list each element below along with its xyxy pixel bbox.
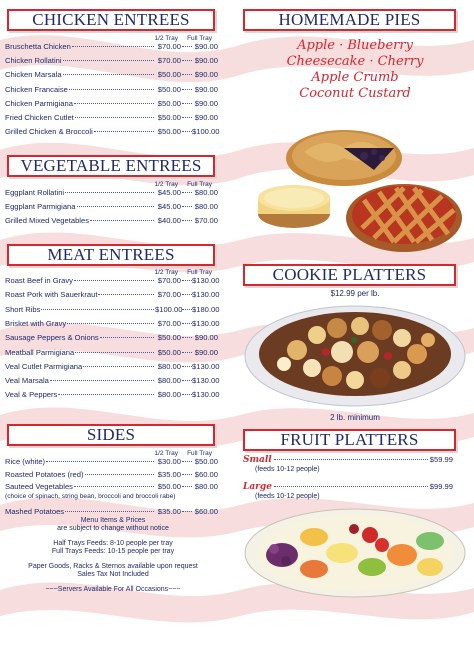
menu-item-row <box>5 305 218 317</box>
full-tray-price: $90.00 <box>194 70 218 80</box>
half-tray-price: $30.00 <box>157 457 181 466</box>
full-tray-price: $180.00 <box>192 304 220 314</box>
half-tray-price: $35.00 <box>157 506 181 516</box>
dot-leader <box>182 131 192 132</box>
menu-item-name: Mashed Potatoes <box>5 506 65 516</box>
right-column <box>236 0 474 652</box>
menu-item-row <box>5 276 218 288</box>
dot-leader <box>69 89 154 90</box>
dot-leader <box>182 352 192 353</box>
dot-leader <box>182 337 192 338</box>
fruit-platter-photo <box>242 505 468 601</box>
homemade-pies-title: HOMEMADE PIES <box>278 10 421 29</box>
half-tray-price: $40.00 <box>157 216 181 226</box>
full-tray-price: $130.00 <box>192 376 220 386</box>
fruit-large-feeds: (feeds 10-12 people) <box>255 493 320 500</box>
pies-line-1: Apple · Blueberry <box>297 38 413 53</box>
menu-item-name: Short Ribs <box>5 304 41 314</box>
fruit-large-price: $99.99 <box>429 482 453 491</box>
menu-item-row <box>5 42 218 54</box>
half-tray-price: $80.00 <box>157 361 181 371</box>
menu-item-name: Grilled Mixed Vegetables <box>5 216 89 226</box>
half-tray-price: $70.00 <box>157 318 181 328</box>
full-tray-price: $130.00 <box>192 318 220 328</box>
notes-line-1: Menu Items & Prices <box>80 517 146 524</box>
pies-photo <box>244 118 474 256</box>
half-tray-header: 1/2 Tray <box>154 269 178 276</box>
chicken-column-headers <box>144 35 212 42</box>
menu-item-name: Chicken Parmigiana <box>5 98 73 108</box>
notes-line-2: are subject to change without notice <box>57 525 169 532</box>
chicken-entrees-header <box>7 9 215 31</box>
homemade-pies-header <box>243 9 456 31</box>
dot-leader <box>75 117 154 118</box>
menu-item-name: Roasted Potatoes (red) <box>5 469 84 479</box>
menu-item-name: Roast Pork with Sauerkraut <box>5 290 98 300</box>
pies-line-3: Apple Crumb <box>311 70 399 85</box>
menu-item-row <box>5 70 218 82</box>
menu-item-name: Eggplant Rollatini <box>5 188 65 197</box>
cookie-platters-header <box>243 264 456 286</box>
half-tray-price: $70.00 <box>157 56 181 66</box>
fruit-platters-header <box>243 429 456 451</box>
menu-item-name: Roast Beef in Gravy <box>5 276 73 285</box>
dot-leader <box>65 192 154 193</box>
pies-flavor-list <box>236 38 474 102</box>
dot-leader <box>182 46 192 47</box>
menu-item-name: Rice (white) <box>5 457 46 466</box>
menu-item-row <box>5 202 218 214</box>
menu-item-row <box>5 482 218 501</box>
fruit-platters-title: FRUIT PLATTERS <box>280 430 419 449</box>
half-tray-header: 1/2 Tray <box>154 35 178 42</box>
cookie-price: $12.99 per lb. <box>330 289 380 298</box>
half-tray-header: 1/2 Tray <box>154 181 178 188</box>
full-tray-header: Full Tray <box>187 181 212 188</box>
dot-leader <box>182 192 192 193</box>
half-tray-price: $50.00 <box>157 113 181 122</box>
sides-title: SIDES <box>86 425 136 444</box>
dot-leader <box>65 511 154 512</box>
meat-column-headers <box>144 269 212 276</box>
dot-leader <box>182 280 192 281</box>
dot-leader <box>182 380 192 381</box>
full-tray-price: $130.00 <box>192 276 220 285</box>
half-tray-price: $70.00 <box>157 42 181 51</box>
menu-item-name: Chicken Marsala <box>5 70 62 80</box>
notes-line-6: Sales Tax Not Included <box>77 571 149 578</box>
menu-item-row <box>5 319 218 331</box>
menu-item-name: Grilled Chicken & Broccoli <box>5 127 93 137</box>
dot-leader <box>182 486 192 487</box>
dot-leader <box>100 337 154 338</box>
dot-leader <box>94 131 154 132</box>
meat-entrees-header <box>7 244 215 266</box>
dot-leader <box>63 60 154 61</box>
half-tray-price: $80.00 <box>157 376 181 386</box>
dot-leader <box>182 309 192 310</box>
menu-item-name: Sausage Peppers & Onions <box>5 333 99 343</box>
cookie-platter-photo <box>242 300 468 408</box>
dot-leader <box>182 60 192 61</box>
full-tray-price: $100.00 <box>192 127 220 137</box>
half-tray-price: $50.00 <box>157 84 181 94</box>
cookie-minimum: 2 lb. minimum <box>330 413 380 422</box>
full-tray-price: $90.00 <box>194 56 218 66</box>
menu-item-row <box>5 127 218 139</box>
notes-line-3: Half Trays Feeds: 8-10 people per tray <box>53 540 173 547</box>
dot-leader <box>75 352 154 353</box>
dot-leader <box>182 220 192 221</box>
dot-leader <box>46 461 154 462</box>
half-tray-price: $50.00 <box>157 482 181 492</box>
menu-item-name: Fried Chicken Cutlet <box>5 113 74 122</box>
full-tray-price: $90.00 <box>194 333 218 343</box>
half-tray-price: $45.00 <box>157 202 181 212</box>
fruit-large-label: Large <box>243 482 272 492</box>
dot-leader <box>182 394 192 395</box>
full-tray-price: $80.00 <box>194 482 218 492</box>
full-tray-price: $60.00 <box>194 506 218 516</box>
half-tray-price: $50.00 <box>157 127 181 137</box>
menu-item-row <box>5 56 218 68</box>
full-tray-header: Full Tray <box>187 269 212 276</box>
dot-leader <box>74 280 154 281</box>
sides-header <box>7 424 215 446</box>
dot-leader <box>182 474 192 475</box>
full-tray-price: $90.00 <box>194 113 218 122</box>
fruit-small-label: Small <box>243 455 272 465</box>
left-column <box>0 0 226 652</box>
half-tray-price: $45.00 <box>157 188 181 197</box>
half-tray-price: $50.00 <box>157 333 181 343</box>
half-tray-price: $70.00 <box>157 276 181 285</box>
menu-item-name: Veal Cutlet Parmigiana <box>5 361 83 371</box>
full-tray-price: $90.00 <box>194 98 218 108</box>
full-tray-price: $50.00 <box>194 457 218 466</box>
half-tray-price: $50.00 <box>157 98 181 108</box>
full-tray-header: Full Tray <box>187 450 212 457</box>
pies-line-4: Coconut Custard <box>299 86 411 101</box>
menu-item-note: (choice of spinach, string bean, broccoli and broccoli rabe) <box>5 493 176 501</box>
half-tray-price: $35.00 <box>157 469 181 479</box>
dot-leader <box>182 323 192 324</box>
dot-leader <box>77 206 155 207</box>
menu-item-row <box>5 113 218 125</box>
half-tray-price: $80.00 <box>157 390 181 400</box>
full-tray-price: $70.00 <box>194 216 218 226</box>
notes-line-5: Paper Goods, Racks & Sternos available upon request <box>28 563 198 570</box>
menu-item-row <box>5 99 218 111</box>
dot-leader <box>63 74 154 75</box>
notes-line-4: Full Trays Feeds: 10-15 people per tray <box>51 548 175 555</box>
dot-leader <box>41 309 154 310</box>
dot-leader <box>182 366 192 367</box>
sides-column-headers <box>144 450 212 457</box>
menu-item-name: Veal Marsala <box>5 376 49 386</box>
half-tray-price: $50.00 <box>157 347 181 357</box>
menu-item-row <box>5 362 218 374</box>
menu-item-name: Bruschetta Chicken <box>5 42 71 51</box>
notes-line-7: ~~~Servers Available For All Occasions~~~ <box>45 586 181 593</box>
dot-leader <box>182 294 192 295</box>
full-tray-price: $130.00 <box>192 361 220 371</box>
dot-leader <box>50 380 154 381</box>
menu-item-name: Chicken Rollatini <box>5 56 62 66</box>
dot-leader <box>98 294 154 295</box>
menu-item-row <box>5 348 218 360</box>
dot-leader <box>72 46 154 47</box>
vegetable-entrees-title: VEGETABLE ENTREES <box>20 156 202 175</box>
dot-leader <box>182 511 192 512</box>
menu-item-row <box>5 290 218 302</box>
fruit-small-price: $59.99 <box>429 455 453 464</box>
half-tray-price: $100.00 <box>155 304 183 314</box>
menu-notes <box>0 517 226 594</box>
dot-leader <box>182 206 192 207</box>
vegetable-column-headers <box>144 181 212 188</box>
dot-leader <box>83 366 154 367</box>
menu-item-name: Eggplant Parmigiana <box>5 202 76 212</box>
full-tray-price: $80.00 <box>194 202 218 212</box>
menu-item-name: Chicken Francaise <box>5 84 68 94</box>
dot-leader <box>74 103 154 104</box>
menu-item-row <box>5 457 218 469</box>
menu-item-row <box>5 333 218 345</box>
menu-item-name: Veal & Peppers <box>5 390 58 400</box>
menu-item-row <box>5 470 218 482</box>
meat-entrees-title: MEAT ENTREES <box>47 245 175 264</box>
dot-leader <box>85 474 154 475</box>
dot-leader <box>182 117 192 118</box>
menu-item-name: Meatball Parmigiana <box>5 347 75 357</box>
vegetable-entrees-header <box>7 155 215 177</box>
dot-leader <box>58 394 154 395</box>
menu-item-name: Sauteed Vegetables <box>5 482 73 492</box>
half-tray-price: $70.00 <box>157 290 181 300</box>
full-tray-price: $80.00 <box>194 188 218 197</box>
dot-leader <box>74 486 154 487</box>
dot-leader <box>67 323 154 324</box>
full-tray-price: $130.00 <box>192 390 220 400</box>
menu-item-row <box>5 85 218 97</box>
menu-item-row <box>5 188 218 200</box>
full-tray-price: $60.00 <box>194 469 218 479</box>
pies-line-2: Cheesecake · Cherry <box>286 54 424 69</box>
menu-item-row <box>5 216 218 228</box>
fruit-small-feeds: (feeds 10-12 people) <box>255 466 320 473</box>
full-tray-price: $90.00 <box>194 347 218 357</box>
chicken-entrees-title: CHICKEN ENTREES <box>32 10 190 29</box>
full-tray-price: $90.00 <box>194 42 218 51</box>
dot-leader <box>182 103 192 104</box>
full-tray-price: $90.00 <box>194 84 218 94</box>
dot-leader <box>90 220 154 221</box>
full-tray-price: $130.00 <box>192 290 220 300</box>
menu-item-row <box>5 376 218 388</box>
menu-item-name: Brisket with Gravy <box>5 318 67 328</box>
cookie-platters-title: COOKIE PLATTERS <box>272 265 427 284</box>
half-tray-header: 1/2 Tray <box>154 450 178 457</box>
menu-item-row <box>5 390 218 402</box>
dot-leader <box>182 74 192 75</box>
half-tray-price: $50.00 <box>157 70 181 80</box>
dot-leader <box>182 89 192 90</box>
dot-leader <box>182 461 192 462</box>
full-tray-header: Full Tray <box>187 35 212 42</box>
